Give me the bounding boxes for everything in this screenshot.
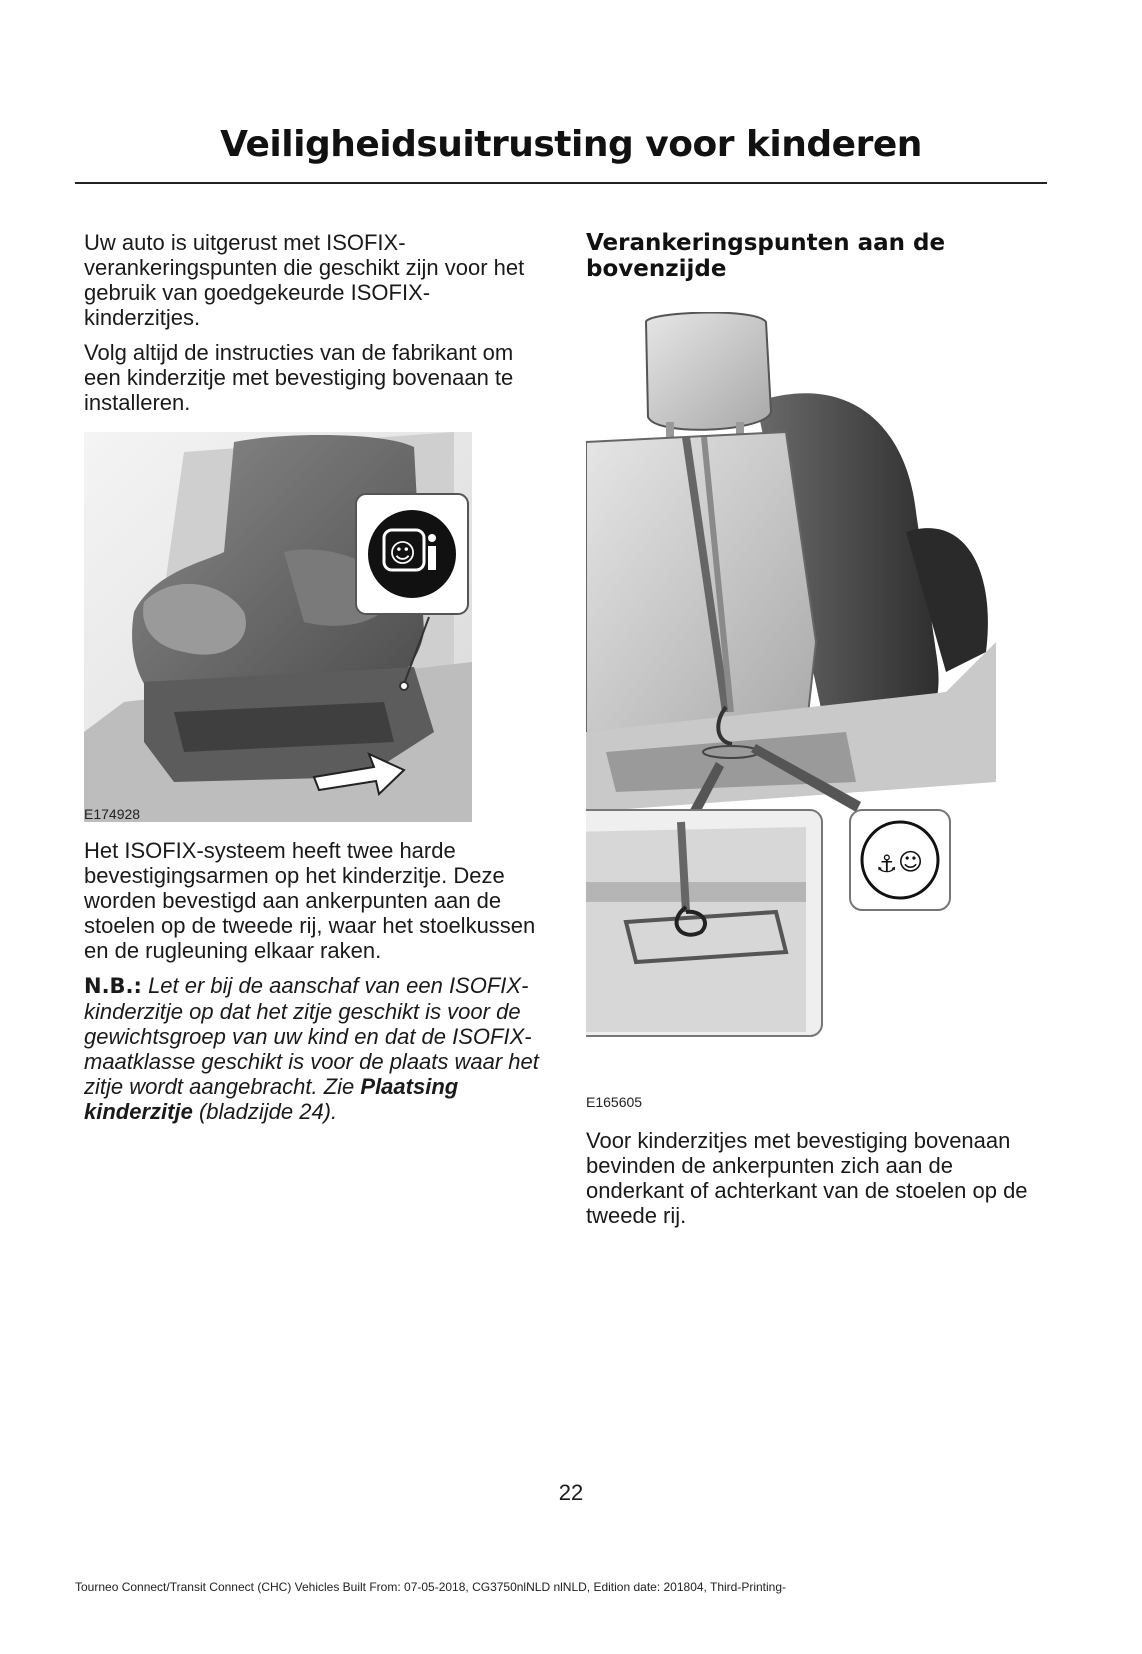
top-tether-paragraph: Voor kinderzitjes met bevestiging bovenaan bevinden de ankerpunten zich aan de onderkant of achterkant van de stoelen op de tweede rij. xyxy=(586,1128,1028,1228)
left-column xyxy=(84,230,544,425)
note-paragraph xyxy=(84,973,544,1124)
top-tether-figure xyxy=(586,312,1006,1088)
isofix-seat-figure xyxy=(84,432,472,822)
figure-code-left: E174928 xyxy=(84,806,141,822)
svg-text:☺: ☺ xyxy=(389,539,417,569)
isofix-seat-illustration xyxy=(84,432,472,822)
section-heading: Verankeringspunten aan de bovenzijde xyxy=(586,230,946,282)
page-number: 22 xyxy=(558,1480,584,1505)
left-column-lower xyxy=(84,838,544,1134)
figure-code-right: E165605 xyxy=(586,1094,643,1110)
instruction-paragraph: Volg altijd de instructies van de fabrikant om een kinderzitje met bevestiging bovenaan te installeren. xyxy=(84,340,514,415)
note-reference-link[interactable]: Plaatsing kinderzitje xyxy=(84,1074,459,1124)
isofix-paragraph: Het ISOFIX-systeem heeft twee harde bevestigingsarmen op het kinderzitje. Deze worden bevestigd aan ankerpunten aan de stoelen op de tweede rij, waar het stoelkussen en de rugleuning elkaar raken. xyxy=(84,838,536,963)
right-column-lower xyxy=(586,1128,1046,1238)
note-label: N.B.: xyxy=(84,974,142,998)
title-divider xyxy=(75,182,1047,184)
svg-text:☺: ☺ xyxy=(898,848,924,876)
right-column xyxy=(586,230,1046,282)
page-title: Veiligheidsuitrusting voor kinderen xyxy=(220,124,922,165)
footer-text: Tourneo Connect/Transit Connect (CHC) Vehicles Built From: 07-05-2018, CG3750nlNLD nlNLD, Edition date: 201804, Third-Printing- xyxy=(75,1580,787,1594)
note-text: Let er bij de aanschaf van een ISOFIX-kinderzitje op dat het zitje geschikt is voor de gewichtsgroep van uw kind en dat de ISOFIX-maatklasse geschikt is voor de plaats waar het zitje wordt aangebracht. Zie xyxy=(84,973,539,1099)
top-tether-illustration xyxy=(586,312,1006,1088)
svg-text:⚓: ⚓ xyxy=(876,850,898,878)
intro-paragraph: Uw auto is uitgerust met ISOFIX-verankeringspunten die geschikt zijn voor het gebruik van goedgekeurde ISOFIX-kinderzitjes. xyxy=(84,230,525,330)
note-page-ref: (bladzijde 24). xyxy=(198,1099,338,1124)
